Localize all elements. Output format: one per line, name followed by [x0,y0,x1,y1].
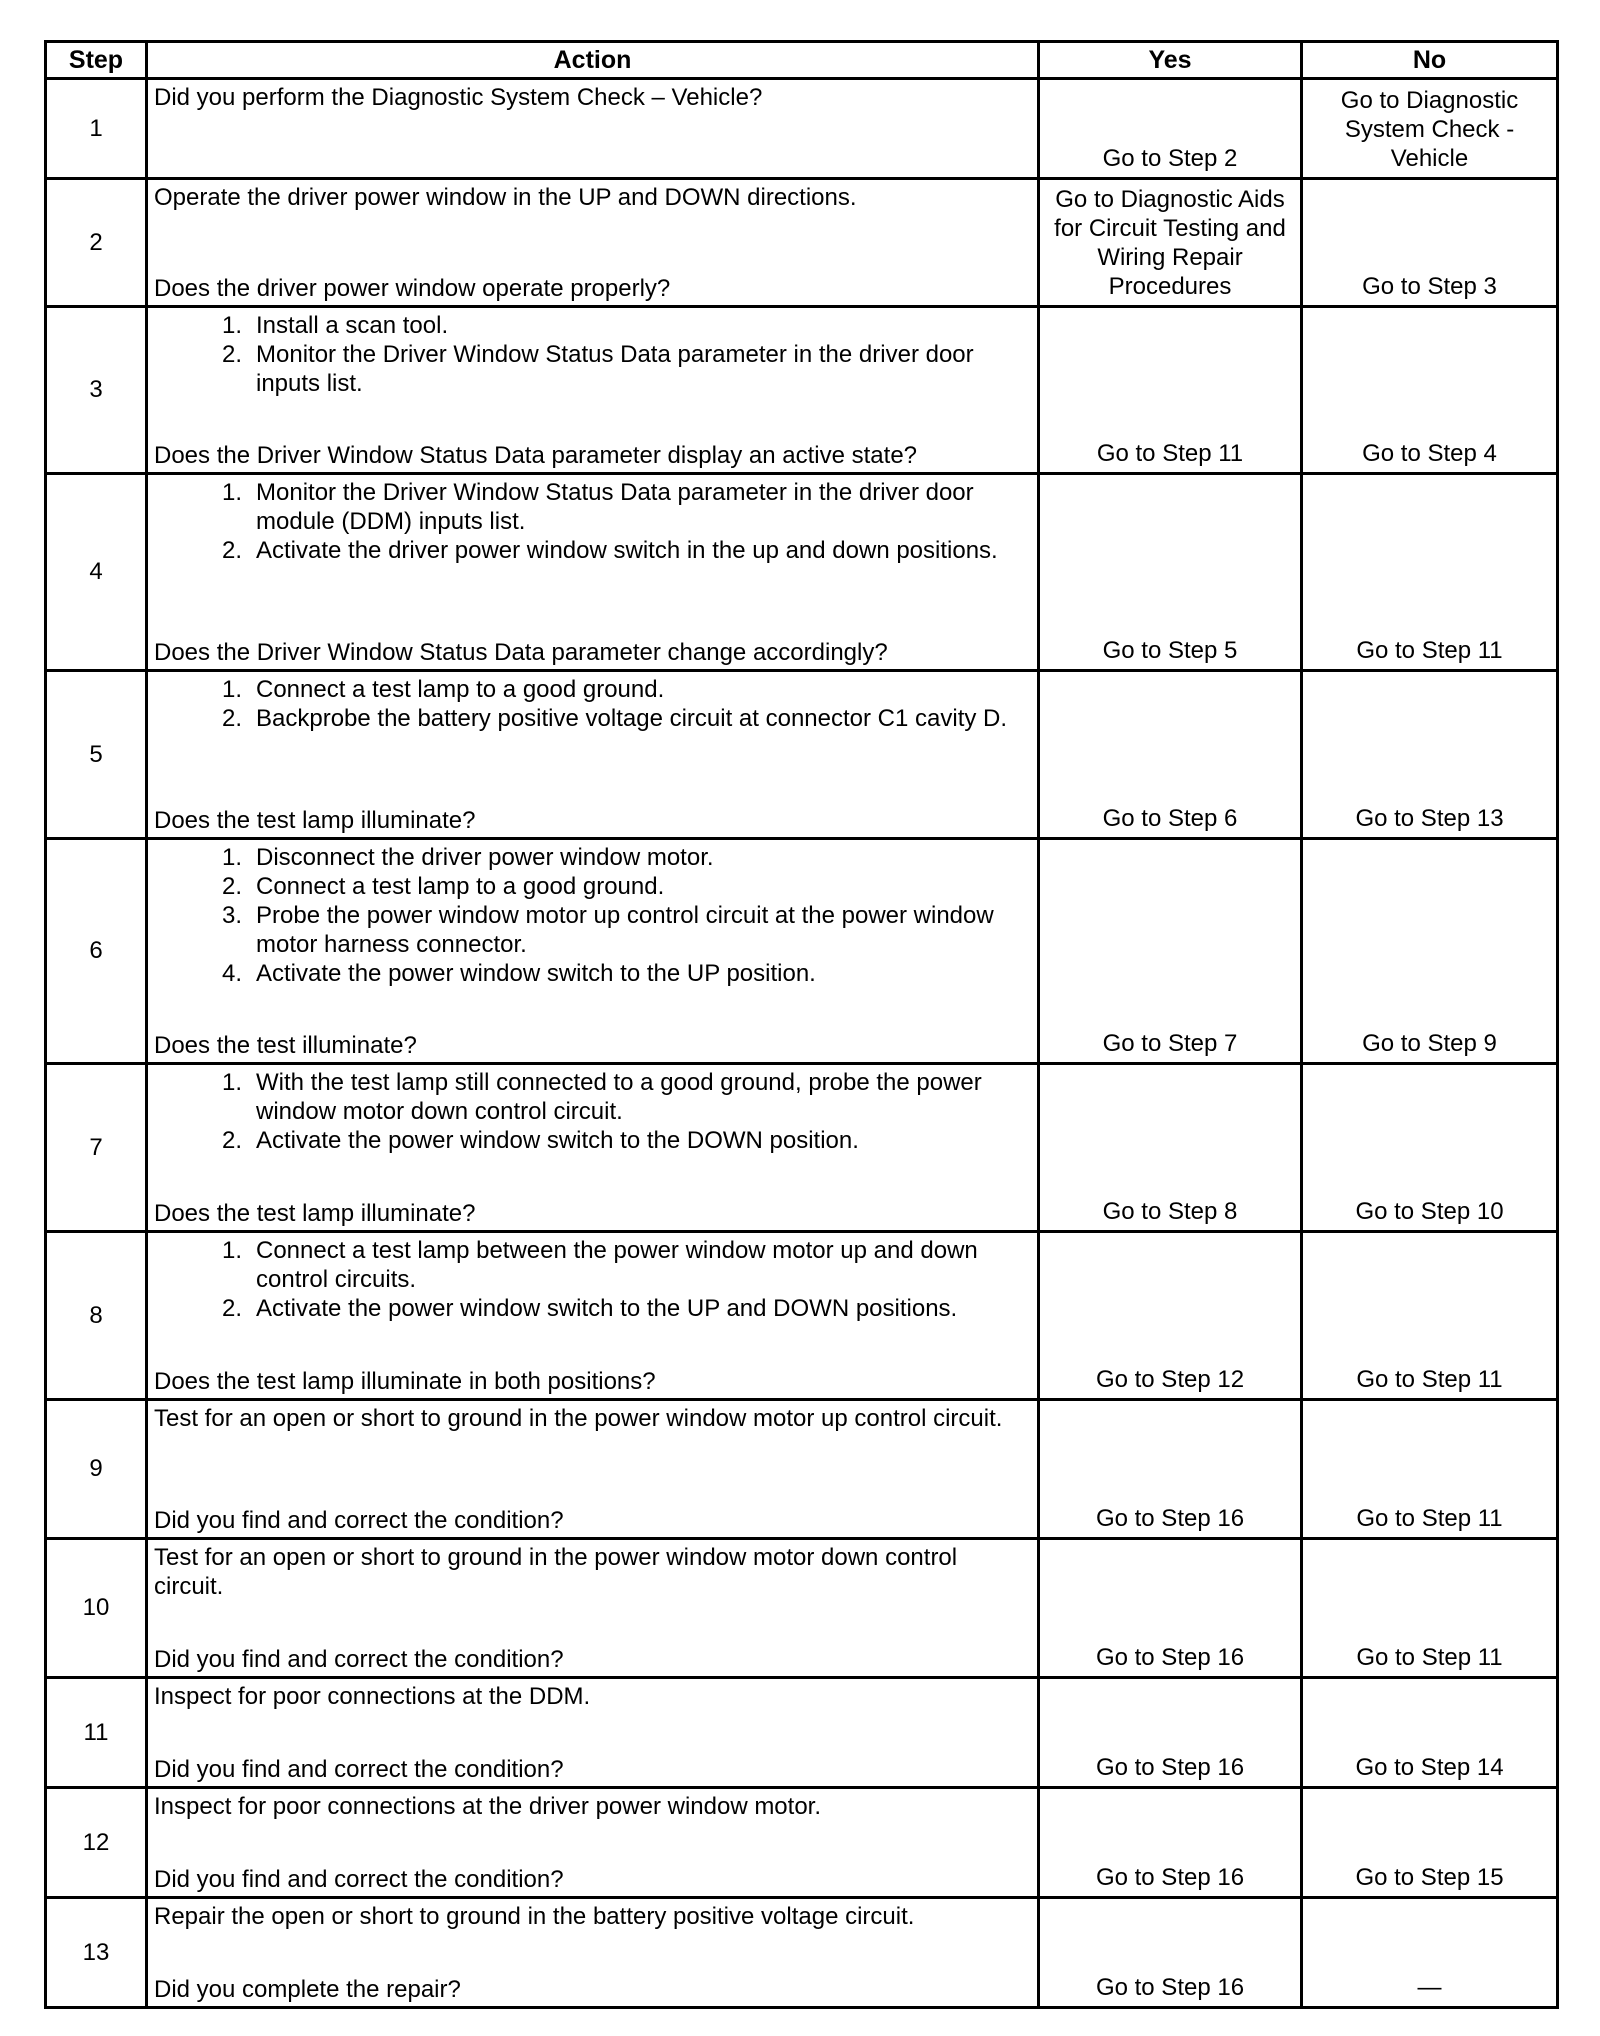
step-number: 12 [46,1788,147,1898]
action-question: Does the test lamp illuminate in both positions? [154,1368,656,1395]
list-item: 3. Probe the power window motor up control circuit at the power window motor harness connector. [221,902,994,958]
no-cell: Go to Step 9 [1302,839,1558,1064]
header-row [46,42,1558,79]
list-item: 2. Backprobe the battery positive voltage circuit at connector C1 cavity D. [221,705,1008,732]
yes-cell: Go to Step 16 [1039,1898,1302,2008]
action-steps [154,1236,1031,1323]
action-cell [147,179,1039,307]
action-steps [154,1068,1031,1155]
list-item: 2. Connect a test lamp to a good ground. [221,873,665,900]
table-row [46,79,1558,179]
step-number: 2 [46,179,147,307]
list-item: 1. Connect a test lamp to a good ground. [221,676,665,703]
no-cell: Go to Step 11 [1302,1539,1558,1678]
action-cell [147,1232,1039,1400]
table-row [46,307,1558,474]
yes-cell: Go to Step 5 [1039,474,1302,671]
action-steps [154,675,1031,733]
table-row [46,839,1558,1064]
yes-cell: Go to Step 7 [1039,839,1302,1064]
list-item: 2. Activate the driver power window switch in the up and down positions. [221,537,998,564]
no-cell: Go to Diagnostic System Check - Vehicle [1302,79,1558,179]
action-question: Did you complete the repair? [154,1976,461,2003]
action-cell [147,1898,1039,2008]
no-cell: Go to Step 4 [1302,307,1558,474]
step-number: 13 [46,1898,147,2008]
table-row [46,1064,1558,1232]
step-number: 8 [46,1232,147,1400]
no-cell: Go to Step 11 [1302,1232,1558,1400]
step-number: 6 [46,839,147,1064]
list-item: 1. Connect a test lamp between the power window motor up and down control circuits. [221,1237,978,1293]
action-cell [147,839,1039,1064]
action-question: Did you find and correct the condition? [154,1507,564,1534]
no-cell: Go to Step 11 [1302,474,1558,671]
list-item: 2. Activate the power window switch to the DOWN position. [221,1127,859,1154]
yes-cell: Go to Diagnostic Aids for Circuit Testing and Wiring Repair Procedures [1039,179,1302,307]
step-number: 11 [46,1678,147,1788]
no-cell: Go to Step 14 [1302,1678,1558,1788]
no-cell: Go to Step 3 [1302,179,1558,307]
action-question: Did you find and correct the condition? [154,1866,564,1893]
no-cell: Go to Step 10 [1302,1064,1558,1232]
table-row [46,1788,1558,1898]
action-intro: Inspect for poor connections at the driver power window motor. [154,1793,822,1820]
list-item: 2. Activate the power window switch to the UP and DOWN positions. [221,1295,958,1322]
action-cell [147,79,1039,179]
yes-cell: Go to Step 11 [1039,307,1302,474]
yes-cell: Go to Step 8 [1039,1064,1302,1232]
step-number: 1 [46,79,147,179]
action-question: Did you find and correct the condition? [154,1756,564,1783]
list-item: 1. Install a scan tool. [221,312,449,339]
yes-cell: Go to Step 16 [1039,1788,1302,1898]
action-steps [154,311,1031,398]
action-cell [147,1788,1039,1898]
action-question: Does the driver power window operate properly? [154,275,671,302]
yes-cell: Go to Step 16 [1039,1678,1302,1788]
step-number: 5 [46,671,147,839]
header-action: Action [147,42,1039,79]
yes-cell: Go to Step 12 [1039,1232,1302,1400]
step-number: 10 [46,1539,147,1678]
table-row [46,671,1558,839]
action-question: Does the Driver Window Status Data parameter change accordingly? [154,639,888,666]
action-intro: Inspect for poor connections at the DDM. [154,1683,591,1710]
step-number: 7 [46,1064,147,1232]
diagnostic-table [44,40,1559,2009]
table-row [46,1400,1558,1539]
yes-cell: Go to Step 16 [1039,1539,1302,1678]
header-step: Step [46,42,147,79]
action-intro: Repair the open or short to ground in the battery positive voltage circuit. [154,1903,915,1930]
action-intro: Did you perform the Diagnostic System Check – Vehicle? [154,84,763,111]
yes-cell: Go to Step 2 [1039,79,1302,179]
yes-cell: Go to Step 16 [1039,1400,1302,1539]
action-cell [147,1064,1039,1232]
table-row [46,179,1558,307]
action-intro: Test for an open or short to ground in the power window motor down control circuit. [154,1544,958,1600]
no-cell: Go to Step 15 [1302,1788,1558,1898]
action-question: Does the Driver Window Status Data parameter display an active state? [154,442,918,469]
table-row [46,1539,1558,1678]
table-row [46,1898,1558,2008]
action-cell [147,1400,1039,1539]
action-steps [154,478,1031,565]
action-cell [147,671,1039,839]
action-question: Did you find and correct the condition? [154,1646,564,1673]
list-item: 2. Monitor the Driver Window Status Data parameter in the driver door inputs list. [221,341,974,397]
action-cell [147,1539,1039,1678]
yes-cell: Go to Step 6 [1039,671,1302,839]
no-cell: — [1302,1898,1558,2008]
list-item: 1. Monitor the Driver Window Status Data parameter in the driver door module (DDM) inputs list. [221,479,974,535]
action-question: Does the test lamp illuminate? [154,807,476,834]
list-item: 4. Activate the power window switch to the UP position. [221,960,816,987]
list-item: 1. Disconnect the driver power window motor. [221,844,714,871]
action-intro: Test for an open or short to ground in the power window motor up control circuit. [154,1405,1003,1432]
action-intro: Operate the driver power window in the UP and DOWN directions. [154,184,857,211]
table-row [46,1232,1558,1400]
action-cell [147,1678,1039,1788]
action-question: Does the test lamp illuminate? [154,1200,476,1227]
action-cell [147,307,1039,474]
no-cell: Go to Step 11 [1302,1400,1558,1539]
table-row [46,1678,1558,1788]
action-steps [154,843,1031,988]
action-cell [147,474,1039,671]
header-no: No [1302,42,1558,79]
step-number: 9 [46,1400,147,1539]
table-row [46,474,1558,671]
step-number: 4 [46,474,147,671]
action-question: Does the test illuminate? [154,1032,417,1059]
no-cell: Go to Step 13 [1302,671,1558,839]
header-yes: Yes [1039,42,1302,79]
step-number: 3 [46,307,147,474]
list-item: 1. With the test lamp still connected to a good ground, probe the power window motor down control circuit. [221,1069,982,1125]
